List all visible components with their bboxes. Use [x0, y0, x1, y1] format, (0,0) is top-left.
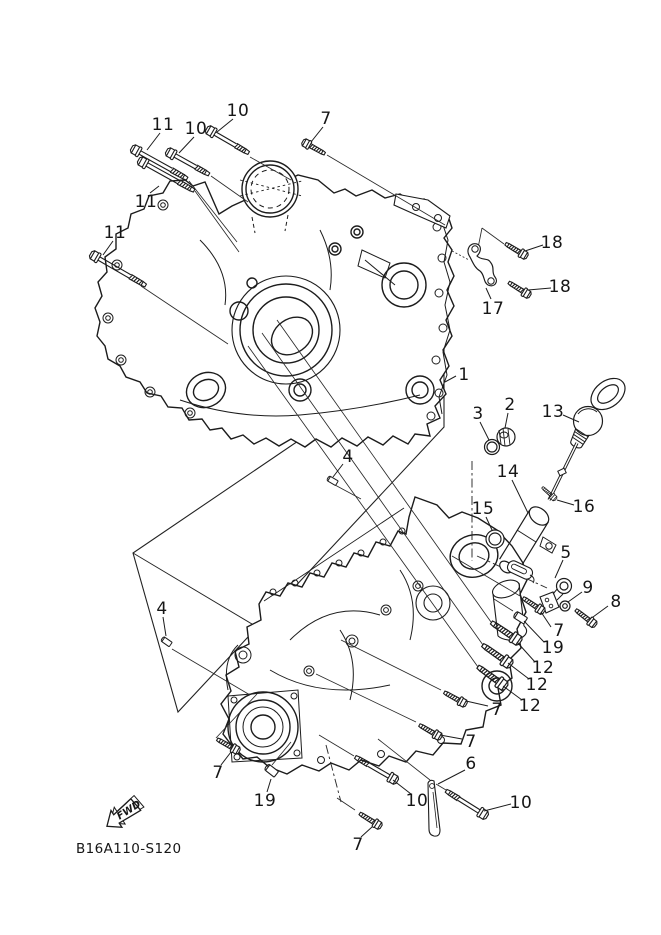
fwd-arrow: [100, 794, 146, 834]
callout-leader-9: [568, 592, 582, 602]
callout-leader-17: [486, 288, 491, 299]
pin-4-b: [161, 636, 173, 646]
callout-8: 8: [610, 592, 622, 612]
callout-10: 10: [509, 793, 533, 813]
bolt-7-e: [357, 810, 383, 831]
part-13-dipstick: [549, 372, 631, 500]
callout-12: 12: [518, 696, 542, 716]
callout-leader-8: [593, 606, 608, 617]
bolt-7-top: [300, 137, 327, 157]
callout-9: 9: [582, 578, 594, 598]
callout-leader-2: [505, 413, 508, 428]
callout-7: 7: [352, 835, 364, 855]
callout-12: 12: [525, 675, 549, 695]
callout-7: 7: [553, 621, 565, 641]
callout-5: 5: [560, 543, 572, 563]
callout-13: 13: [541, 402, 565, 422]
callout-leader-10: [484, 804, 511, 811]
part-9-washer: [560, 601, 570, 611]
callout-11: 11: [134, 192, 158, 212]
bolt-10-a: [204, 124, 251, 157]
part-17-bracket: [468, 244, 496, 286]
callout-leader-6: [438, 770, 465, 784]
callout-6: 6: [465, 754, 477, 774]
bolt-18-a: [503, 240, 529, 261]
fwd-arrow-label: FWD: [115, 798, 144, 823]
callout-11: 11: [151, 115, 175, 135]
part-2-plug: [497, 428, 515, 446]
callout-10: 10: [184, 119, 208, 139]
callout-leader-7: [311, 127, 323, 142]
callout-7: 7: [320, 109, 332, 129]
bolt-18-b: [506, 279, 532, 300]
callout-leader-16: [557, 500, 574, 505]
callout-1: 1: [458, 365, 470, 385]
callout-leader-3: [480, 422, 489, 440]
pin-4-a: [326, 476, 338, 486]
callout-4: 4: [342, 447, 354, 467]
diagram-code-text: B16A110-S120: [76, 841, 182, 857]
callout-10: 10: [405, 791, 429, 811]
callout-leader-7: [541, 612, 551, 627]
callout-16: 16: [572, 497, 596, 517]
callout-14: 14: [496, 462, 520, 482]
callout-12: 12: [531, 658, 555, 678]
callout-4: 4: [156, 599, 168, 619]
callout-7: 7: [465, 732, 477, 752]
bolt-10-d: [443, 786, 490, 821]
callout-7: 7: [491, 700, 503, 720]
callout-leader-10: [179, 137, 194, 153]
callout-leader-4: [163, 617, 166, 636]
callout-10: 10: [226, 101, 250, 121]
callout-leader-11: [147, 133, 160, 150]
callout-18: 18: [548, 277, 572, 297]
callout-18: 18: [540, 233, 564, 253]
callout-15: 15: [471, 499, 495, 519]
callout-19: 19: [541, 638, 565, 658]
callout-7: 7: [212, 763, 224, 783]
callout-leader-18: [528, 288, 551, 290]
bolt-8: [573, 606, 599, 629]
callout-17: 17: [481, 299, 505, 319]
callout-19: 19: [253, 791, 277, 811]
part-3-oring: [485, 440, 500, 455]
bolt-10-b: [164, 146, 211, 179]
callout-3: 3: [472, 404, 484, 424]
callout-leader-14: [512, 480, 528, 513]
part-15-oring: [486, 530, 504, 548]
callout-11: 11: [103, 223, 127, 243]
part-6-strip: [428, 780, 440, 836]
callout-2: 2: [504, 395, 516, 415]
lower-crankcase-drawing: [221, 497, 527, 774]
